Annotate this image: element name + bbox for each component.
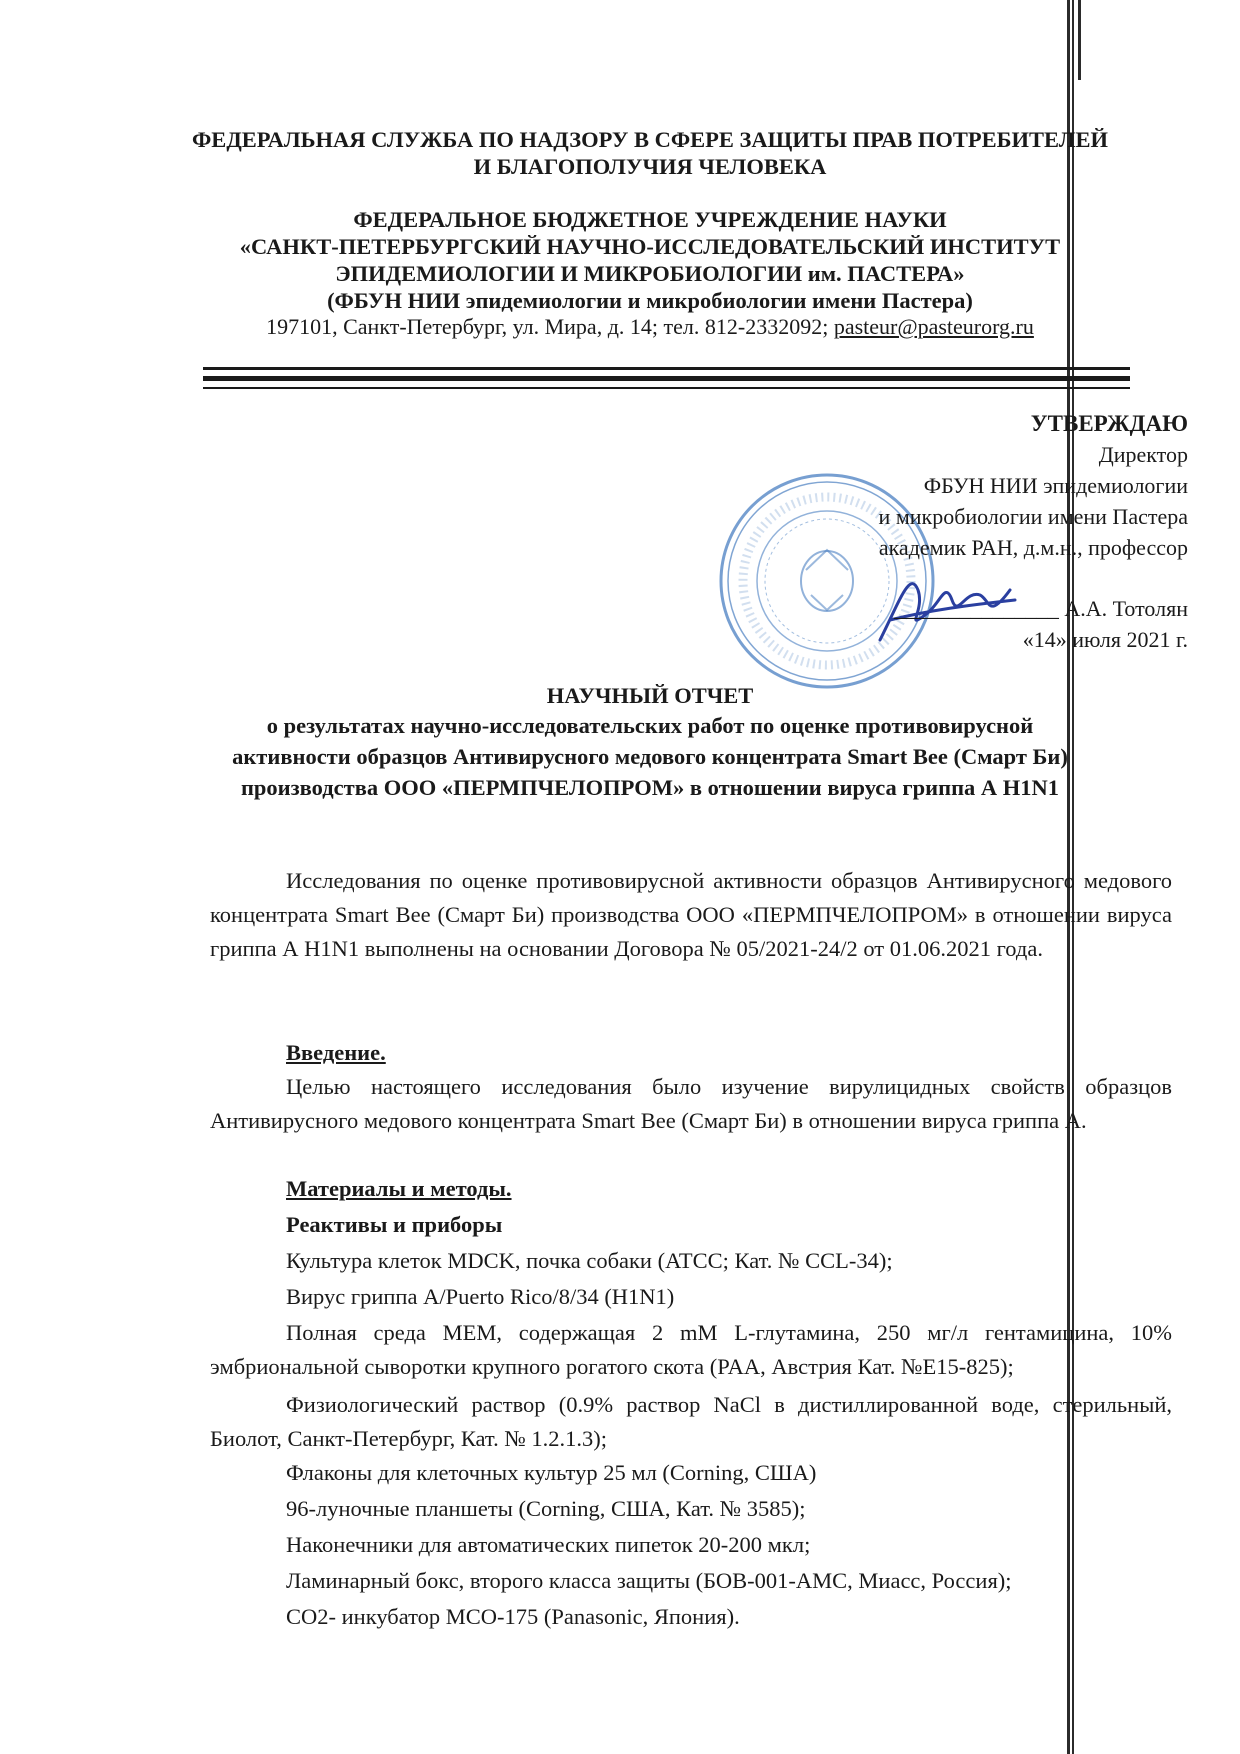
approval-date: «14» июля 2021 г. — [1022, 627, 1188, 652]
report-subtitle-2: активности образцов Антивирусного медового концентрата Smart Bee (Смарт Би) — [232, 744, 1068, 769]
approval-org-line-1: ФБУН НИИ эпидемиологии — [923, 473, 1188, 498]
report-subtitle-3: производства ООО «ПЕРМПЧЕЛОПРОМ» в отношении вируса гриппа А H1N1 — [240, 775, 1060, 800]
reagent-item-1: Культура клеток MDCK, почка собаки (ATCC; Кат. № CCL-34); — [286, 1248, 893, 1273]
agency-line-2: И БЛАГОПОЛУЧИЯ ЧЕЛОВЕКА — [473, 154, 827, 179]
reagents-heading: Реактивы и приборы — [286, 1212, 503, 1237]
introduction-heading: Введение. — [286, 1040, 386, 1065]
intro-paragraph: Исследования по оценке противовирусной активности образцов Антивирусного медового концентрата Smart Bee (Смарт Би) производства ООО «ПЕРМПЧЕЛОПРОМ» в отношении вируса гриппа А H1N1 выполнены на основании Договора № 05/2021-24/2 от 01.06.2021 года. — [210, 868, 1172, 961]
approval-block — [879, 408, 1188, 655]
header-rule-thick — [203, 376, 1130, 381]
approval-org-line-2: и микробиологии имени Пастера — [878, 504, 1188, 529]
address-text: 197101, Санкт-Петербург, ул. Мира, д. 14; тел. 812-2332092; — [266, 314, 834, 339]
institute-line-2: «САНКТ-ПЕТЕРБУРГСКИЙ НАУЧНО-ИССЛЕДОВАТЕЛЬСКИЙ ИНСТИТУТ — [239, 234, 1061, 259]
institute-short-name: (ФБУН НИИ эпидемиологии и микробиологии имени Пастера) — [327, 288, 973, 313]
report-subtitle-1: о результатах научно-исследовательских работ по оценке противовирусной — [266, 713, 1034, 738]
reagent-item-2: Вирус гриппа A/Puerto Rico/8/34 (H1N1) — [286, 1284, 675, 1309]
institute-address — [180, 314, 1120, 340]
reagent-item-7: Наконечники для автоматических пипеток 20-200 мкл; — [286, 1532, 811, 1557]
header-rule-thin-top — [203, 367, 1130, 370]
institute-line-3: ЭПИДЕМИОЛОГИИ И МИКРОБИОЛОГИИ им. ПАСТЕРА» — [335, 261, 965, 286]
reagent-item-8: Ламинарный бокс, второго класса защиты (БОВ-001-АМС, Миасс, Россия); — [286, 1568, 1012, 1593]
reagent-item-6: 96-луночные планшеты (Corning, США, Кат. № 3585); — [286, 1496, 806, 1521]
header-rule-thin-bottom — [203, 387, 1130, 389]
approval-credentials: академик РАН, д.м.н., профессор — [878, 535, 1188, 560]
aim-paragraph: Целью настоящего исследования было изучение вирулицидных свойств образцов Антивирусного медового концентрата Smart Bee (Смарт Би) в отношении вируса гриппа А. — [210, 1074, 1172, 1133]
scan-line-right — [1078, 0, 1081, 80]
reagent-item-3: Полная среда MEM, содержащая 2 mM L-глутамина, 250 мг/л гентамицина, 10% эмбриональной сыворотки крупного рогатого скота (PAA, Австрия Кат. №E15-825); — [210, 1320, 1172, 1379]
approval-title: УТВЕРЖДАЮ — [1030, 411, 1188, 436]
approval-signature-line: _______________ А.А. Тотолян — [893, 596, 1188, 621]
approval-position: Директор — [1098, 442, 1188, 467]
report-title: НАУЧНЫЙ ОТЧЕТ — [546, 683, 754, 708]
reagent-item-5: Флаконы для клеточных культур 25 мл (Corning, США) — [286, 1460, 817, 1485]
methods-heading: Материалы и методы. — [286, 1176, 512, 1201]
agency-line-1: ФЕДЕРАЛЬНАЯ СЛУЖБА ПО НАДЗОРУ В СФЕРЕ ЗАЩИТЫ ПРАВ ПОТРЕБИТЕЛЕЙ — [191, 127, 1108, 152]
reagent-item-4: Физиологический раствор (0.9% раствор NaCl в дистиллированной воде, стерильный, Биолот, Санкт-Петербург, Кат. № 1.2.1.3); — [210, 1392, 1172, 1451]
email-link[interactable]: pasteur@pasteurorg.ru — [833, 314, 1034, 339]
reagent-item-9: CO2- инкубатор MCO-175 (Panasonic, Япония). — [286, 1604, 740, 1629]
institute-line-1: ФЕДЕРАЛЬНОЕ БЮДЖЕТНОЕ УЧРЕЖДЕНИЕ НАУКИ — [353, 207, 947, 232]
